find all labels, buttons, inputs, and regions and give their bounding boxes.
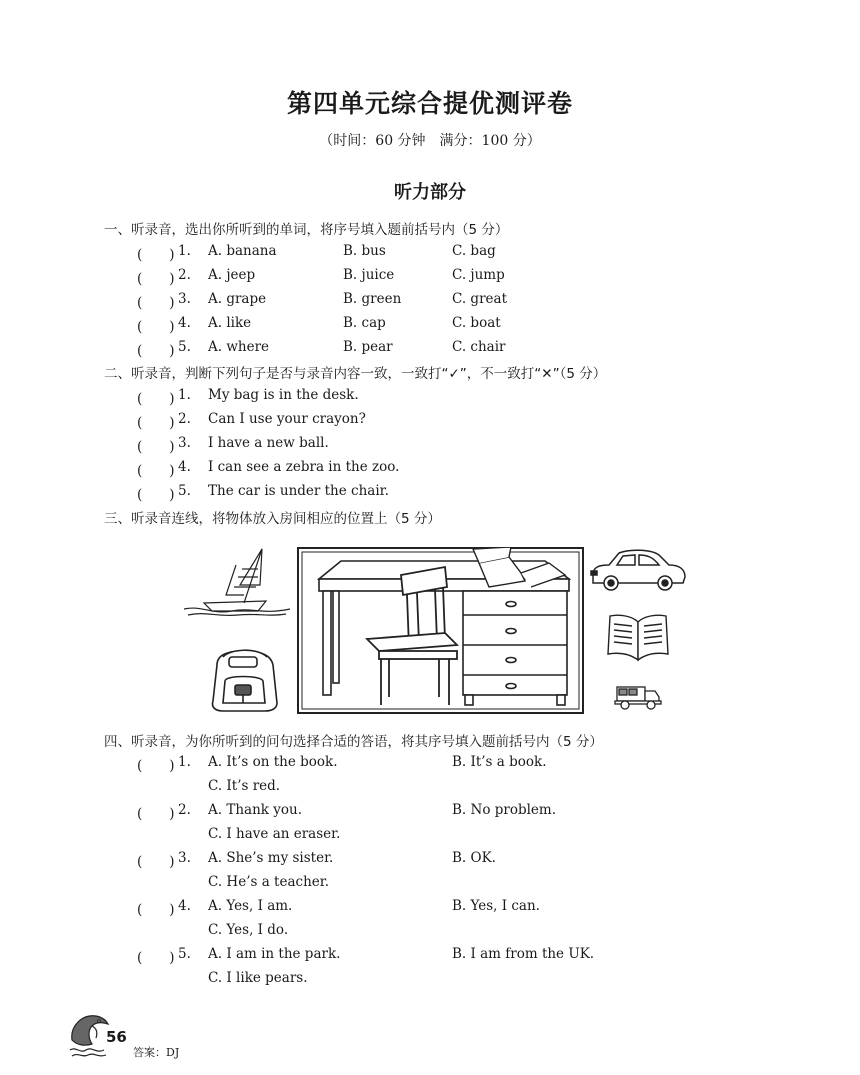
item-number: 5. <box>178 483 191 499</box>
answer-paren[interactable]: ( ) <box>137 902 175 918</box>
option-c: C. boat <box>452 315 501 331</box>
answer-paren[interactable]: ( ) <box>137 271 175 287</box>
item-number: 4. <box>178 459 191 475</box>
answer-paren[interactable]: ( ) <box>137 319 175 335</box>
option-b: B. green <box>343 291 402 307</box>
item-number: 3. <box>178 291 191 307</box>
item-number: 4. <box>178 315 191 331</box>
schoolbag-icon[interactable] <box>207 645 282 713</box>
answer-paren[interactable]: ( ) <box>137 758 175 774</box>
answer-paren[interactable]: ( ) <box>137 415 175 431</box>
answer-paren[interactable]: ( ) <box>137 950 175 966</box>
option-c: C. It’s red. <box>208 778 281 794</box>
page-number: 56 <box>106 1028 127 1046</box>
answer-label: 答案：DJ <box>133 1046 180 1059</box>
option-b: B. bus <box>343 243 386 259</box>
item-number: 5. <box>178 946 191 962</box>
sentence-text: I have a new ball. <box>208 435 329 451</box>
sentence-text: My bag is in the desk. <box>208 387 359 403</box>
item-number: 5. <box>178 339 191 355</box>
option-a: A. jeep <box>208 267 256 283</box>
page-subtitle: （时间：60 分钟 满分：100 分） <box>319 133 541 149</box>
toy-truck-icon[interactable] <box>613 683 663 711</box>
sentence-text: I can see a zebra in the zoo. <box>208 459 400 475</box>
option-b: B. pear <box>343 339 393 355</box>
part-title: 听力部分 <box>394 182 466 203</box>
car-icon[interactable] <box>589 547 687 593</box>
item-number: 2. <box>178 411 191 427</box>
answer-paren[interactable]: ( ) <box>137 295 175 311</box>
option-b: B. juice <box>343 267 395 283</box>
option-c: C. bag <box>452 243 496 259</box>
item-number: 2. <box>178 802 191 818</box>
section-3-heading: 三、听录音连线，将物体放入房间相应的位置上（5 分） <box>104 511 441 527</box>
section-4-heading: 四、听录音，为你所听到的问句选择合适的答语，将其序号填入题前括号内（5 分） <box>104 734 603 750</box>
option-b: B. It’s a book. <box>452 754 547 770</box>
dolphin-logo <box>66 1010 110 1060</box>
option-c: C. jump <box>452 267 505 283</box>
open-book-icon[interactable] <box>606 612 670 662</box>
item-number: 4. <box>178 898 191 914</box>
option-a: A. She’s my sister. <box>208 850 334 866</box>
option-a: A. like <box>208 315 252 331</box>
answer-paren[interactable]: ( ) <box>137 854 175 870</box>
answer-paren[interactable]: ( ) <box>137 439 175 455</box>
option-a: A. I am in the park. <box>208 946 341 962</box>
option-a: A. Thank you. <box>208 802 302 818</box>
option-c: C. I like pears. <box>208 970 308 986</box>
item-number: 1. <box>178 754 191 770</box>
option-a: A. where <box>208 339 270 355</box>
option-c: C. He’s a teacher. <box>208 874 330 890</box>
section-2-heading: 二、听录音，判断下列句子是否与录音内容一致，一致打“✓”，不一致打“✕”（5 分） <box>104 366 607 382</box>
option-a: A. It’s on the book. <box>208 754 338 770</box>
answer-paren[interactable]: ( ) <box>137 391 175 407</box>
sentence-text: Can I use your crayon? <box>208 411 366 427</box>
option-b: B. Yes, I can. <box>452 898 540 914</box>
answer-paren[interactable]: ( ) <box>137 463 175 479</box>
option-c: C. great <box>452 291 507 307</box>
option-b: B. I am from the UK. <box>452 946 595 962</box>
answer-paren[interactable]: ( ) <box>137 806 175 822</box>
sentence-text: The car is under the chair. <box>208 483 389 499</box>
option-c: C. chair <box>452 339 506 355</box>
room-picture <box>297 547 584 714</box>
item-number: 3. <box>178 435 191 451</box>
option-a: A. banana <box>208 243 277 259</box>
option-c: C. I have an eraser. <box>208 826 341 842</box>
item-number: 1. <box>178 243 191 259</box>
option-b: B. No problem. <box>452 802 556 818</box>
answer-paren[interactable]: ( ) <box>137 343 175 359</box>
option-b: B. OK. <box>452 850 496 866</box>
option-b: B. cap <box>343 315 386 331</box>
item-number: 2. <box>178 267 191 283</box>
option-a: A. Yes, I am. <box>208 898 293 914</box>
option-c: C. Yes, I do. <box>208 922 289 938</box>
item-number: 1. <box>178 387 191 403</box>
answer-paren[interactable]: ( ) <box>137 487 175 503</box>
section-1-heading: 一、听录音，选出你所听到的单词，将序号填入题前括号内（5 分） <box>104 222 509 238</box>
answer-paren[interactable]: ( ) <box>137 247 175 263</box>
option-a: A. grape <box>208 291 267 307</box>
sailboat-icon[interactable] <box>182 545 292 617</box>
item-number: 3. <box>178 850 191 866</box>
page-title: 第四单元综合提优测评卷 <box>286 89 573 118</box>
